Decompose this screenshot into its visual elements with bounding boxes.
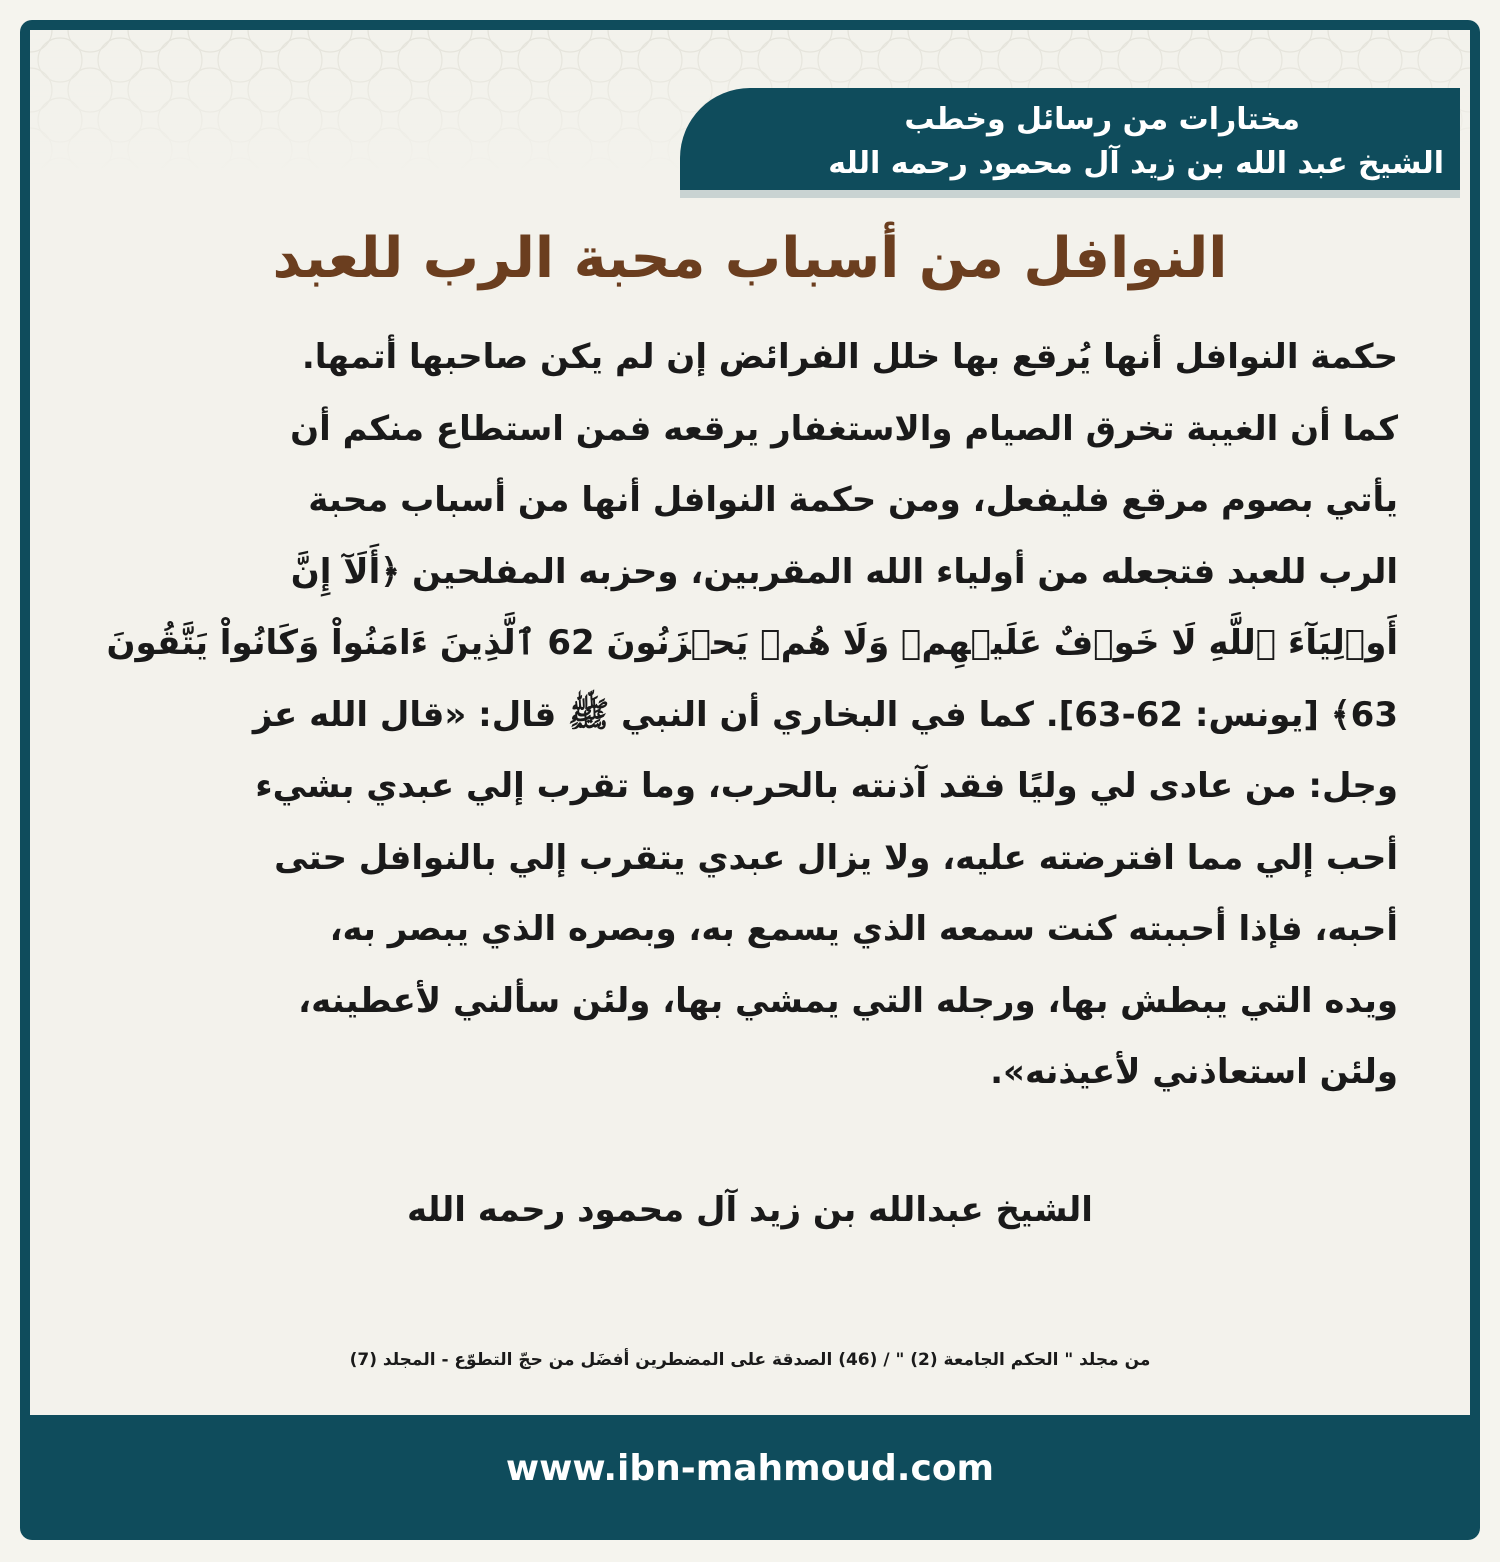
content-panel [30,30,1470,1415]
body-line: وجل: من عادى لي وليًا فقد آذنته بالحرب، وما تقرب إلي عبدي بشيء [255,766,1398,806]
website-link[interactable]: www.ibn-mahmoud.com [505,1448,995,1489]
header-author: الشيخ عبد الله بن زيد آل محمود رحمه الله [828,146,1444,181]
body-line: ويده التي يبطش بها، ورجله التي يمشي بها، ولئن سألني لأعطينه، [298,980,1398,1021]
source-citation: من مجلد " الحكم الجامعة (2) " / (46) الصدقة على المضطرين أفضَل من حجّ التطوّع - المجلد (7) [349,1350,1151,1370]
body-line: أَوۡلِيَآءَ ٱللَّهِ لَا خَوۡفٌ عَلَيۡهِمۡ وَلَا هُمۡ يَحۡزَنُونَ 62 ٱلَّذِينَ ءَامَنُواْ وَكَانُواْ يَتَّقُونَ [106,623,1398,663]
body-line: ولئن استعاذني لأعيذنه». [990,1052,1398,1092]
page-title: النوافل من أسباب محبة الرب للعبد [272,226,1228,291]
body-line: حكمة النوافل أنها يُرقع بها خلل الفرائض إن لم يكن صاحبها أتمها. [301,337,1398,377]
body-line: يأتي بصوم مرقع فليفعل، ومن حكمة النوافل أنها من أسباب محبة [308,480,1398,520]
body-line: كما أن الغيبة تخرق الصيام والاستغفار يرقعه فمن استطاع منكم أن [290,408,1398,449]
header-stripe [680,190,1460,198]
body-line: الرب للعبد فتجعله من أولياء الله المقربين، وحزبه المفلحين ﴿أَلَآ إِنَّ [290,551,1398,592]
body-line: أحب إلي مما افترضته عليه، ولا يزال عبدي يتقرب إلي بالنوافل حتى [274,837,1398,878]
body-line: أحبه، فإذا أحببته كنت سمعه الذي يسمع به، وبصره الذي يبصر به، [329,909,1398,949]
header-subtitle: مختارات من رسائل وخطب [904,102,1300,137]
author-signature: الشيخ عبدالله بن زيد آل محمود رحمه الله [407,1190,1093,1230]
body-paragraph [108,322,1398,1109]
body-line: 63﴾ [يونس: 62-63]. كما في البخاري أن النبي ﷺ قال: «قال الله عز [252,694,1398,735]
card-frame [20,20,1480,1540]
header-banner [680,88,1460,198]
